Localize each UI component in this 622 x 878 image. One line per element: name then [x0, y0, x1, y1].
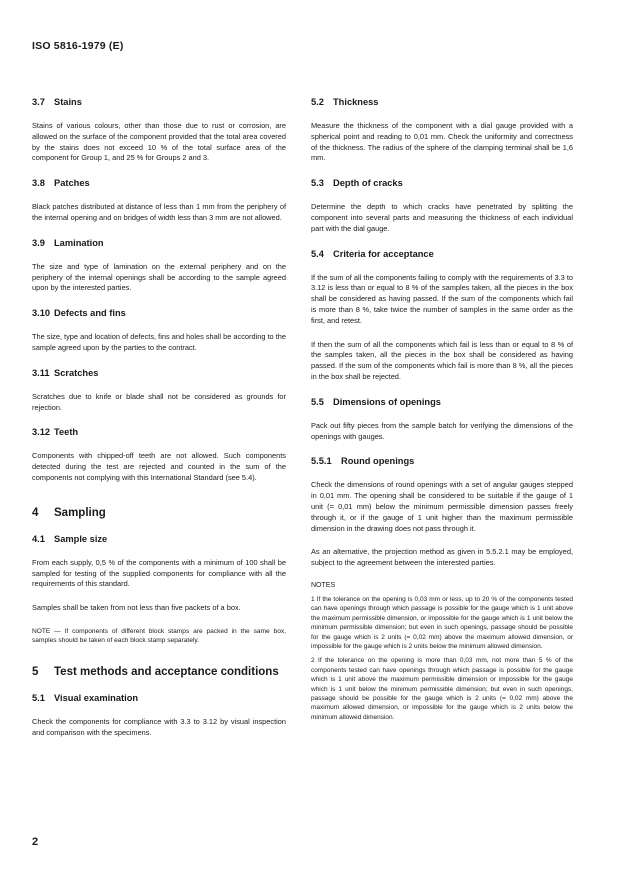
- heading-5-5: 5.5 Dimensions of openings: [311, 396, 441, 407]
- notes-label: NOTES: [311, 581, 336, 589]
- paragraph-5-1: Check the components for compliance with 3.3 to 3.12 by visual inspection and comparison with the specimens.: [32, 716, 286, 737]
- heading-3-8: 3.8 Patches: [32, 178, 90, 189]
- paragraph-5-2: Measure the thickness of the component with a dial gauge provided with a spherical point and reading to 0,01 mm. Check the uniformity and correctness of the thickness. The radius of the sphere of the clamping terminal shall be 1,6 mm.: [311, 121, 573, 163]
- paragraph-5-3: Determine the depth to which cracks have penetrated by splitting the component into several parts and measuring the thickness of each individual part with the dial gauge.: [311, 202, 573, 233]
- heading-4: 4 Sampling: [32, 506, 106, 519]
- note-4-1: NOTE — If components of different block stamps are packed in the same box, samples should be taken of each block stamp separately.: [32, 627, 286, 645]
- paragraph-5-5: Pack out fifty pieces from the sample batch for verifying the dimensions of the openings with gauges.: [311, 420, 573, 441]
- paragraph-4-1-b: Samples shall be taken from not less than five packets of a box.: [32, 603, 241, 613]
- heading-3-7: 3.7 Stains: [32, 97, 82, 107]
- note-1: 1 If the tolerance on the opening is 0,03 mm or less, up to 20 % of the components tested can have openings through which passage is possible for the gauge which is 1 unit above the maximum permissible dimension, or impossible for the gauge which is 1 unit below the minimum permissible dimension; but even in such openings, passage should be possible for the gauge which is 2 units (= 0,02 mm) above the maximum allowed dimension, or impossible for the gauge which is 2 units below the minimum allowed dimension.: [311, 595, 573, 650]
- paragraph-5-5-1-b: As an alternative, the projection method as given in 5.5.2.1 may be employed, subject to the agreement between the interested parties.: [311, 547, 573, 568]
- heading-5-4: 5.4 Criteria for acceptance: [311, 248, 434, 259]
- paragraph-3-12: Components with chipped-off teeth are not allowed. Such components detected during the test are rejected and counted in the sum of the components not complying with this International Standard (see 5.4).: [32, 451, 286, 482]
- heading-4-1: 4.1 Sample size: [32, 533, 108, 544]
- heading-5-2: 5.2 Thickness: [311, 97, 379, 107]
- paragraph-3-11: Scratches due to knife or blade shall not be considered as grounds for rejection.: [32, 391, 286, 412]
- left-column: [32, 96, 286, 751]
- heading-5-1: 5.1 Visual examination: [32, 692, 139, 703]
- heading-3-10: 3.10 Defects and fins: [32, 308, 126, 319]
- heading-5: 5 Test methods and acceptance conditions: [32, 665, 279, 678]
- right-column: [311, 96, 573, 727]
- heading-3-12: 3.12 Teeth: [32, 427, 79, 438]
- paragraph-3-8: Black patches distributed at distance of less than 1 mm from the periphery of the internal opening and on bridges of width less than 3 mm are not allowed.: [32, 202, 286, 222]
- paragraph-4-1-a: From each supply, 0,5 % of the components with a minimum of 100 shall be sampled for testing of the supplied components for compliance with all the requirements of this standard.: [32, 557, 286, 589]
- note-2: 2 If the tolerance on the opening is more than 0,03 mm, not more than 5 % of the components tested can have openings through which passage is possible for the gauge which is 1 unit above the maximum permissible dimension or impossible for the gauge which is 1 unit below the minimum permissible dimension; but even in such openings, passage should be possible for the gauge which is 2 units (= 0,02 mm) above the maximum allowed dimension, or impossible for the gauge which is 2 units below the minimum allowed dimension.: [311, 657, 573, 721]
- paragraph-5-4-a: If the sum of all the components failing to comply with the requirements of 3.3 to 3.12 is less than or equal to 8 % of the samples taken, all the pieces in the box shall be considered as having passed. If the sum of the components which fail is more than 8 %, take twice the number of samples in the same order as the first, and retest.: [311, 272, 573, 325]
- paragraph-3-9: The size and type of lamination on the external periphery and on the periphery of the internal openings shall be according to the sample agreed upon by the interested parties.: [32, 261, 286, 293]
- document-header: ISO 5816-1979 (E): [32, 40, 124, 52]
- paragraph-5-5-1-a: Check the dimensions of round openings with a set of angular gauges stepped in 0,01 mm. The opening shall be considered to be suitable if the gauge of 1 unit (= 0,01 mm) below the minimum permissible dimension passes freely through it, or if the gauge of 1 unit higher than the maximum permissible dimension in the drawing does not pass through it.: [311, 480, 573, 533]
- paragraph-3-10: The size, type and location of defects, fins and holes shall be according to the sample agreed upon by the parties to the contract.: [32, 332, 286, 352]
- heading-5-5-1: 5.5.1 Round openings: [311, 456, 415, 467]
- page-number: 2: [32, 836, 39, 848]
- heading-3-11: 3.11 Scratches: [32, 367, 99, 378]
- heading-3-9: 3.9 Lamination: [32, 237, 104, 248]
- heading-5-3: 5.3 Depth of cracks: [311, 178, 403, 189]
- paragraph-5-4-b: If then the sum of all the components which fail is less than or equal to 8 % of the samples taken, all the pieces in the box shall be considered as having passed. If the sum of the components which fail is more than 8 %, all the pieces in the box shall be rejected.: [311, 339, 573, 381]
- paragraph-3-7: Stains of various colours, other than those due to rust or corrosion, are allowed on the surface of the component provided that the total area covered by the stains does not exceed 10 % of the total surface area of the component for Group 1, and 25 % for Groups 2 and 3.: [32, 121, 286, 163]
